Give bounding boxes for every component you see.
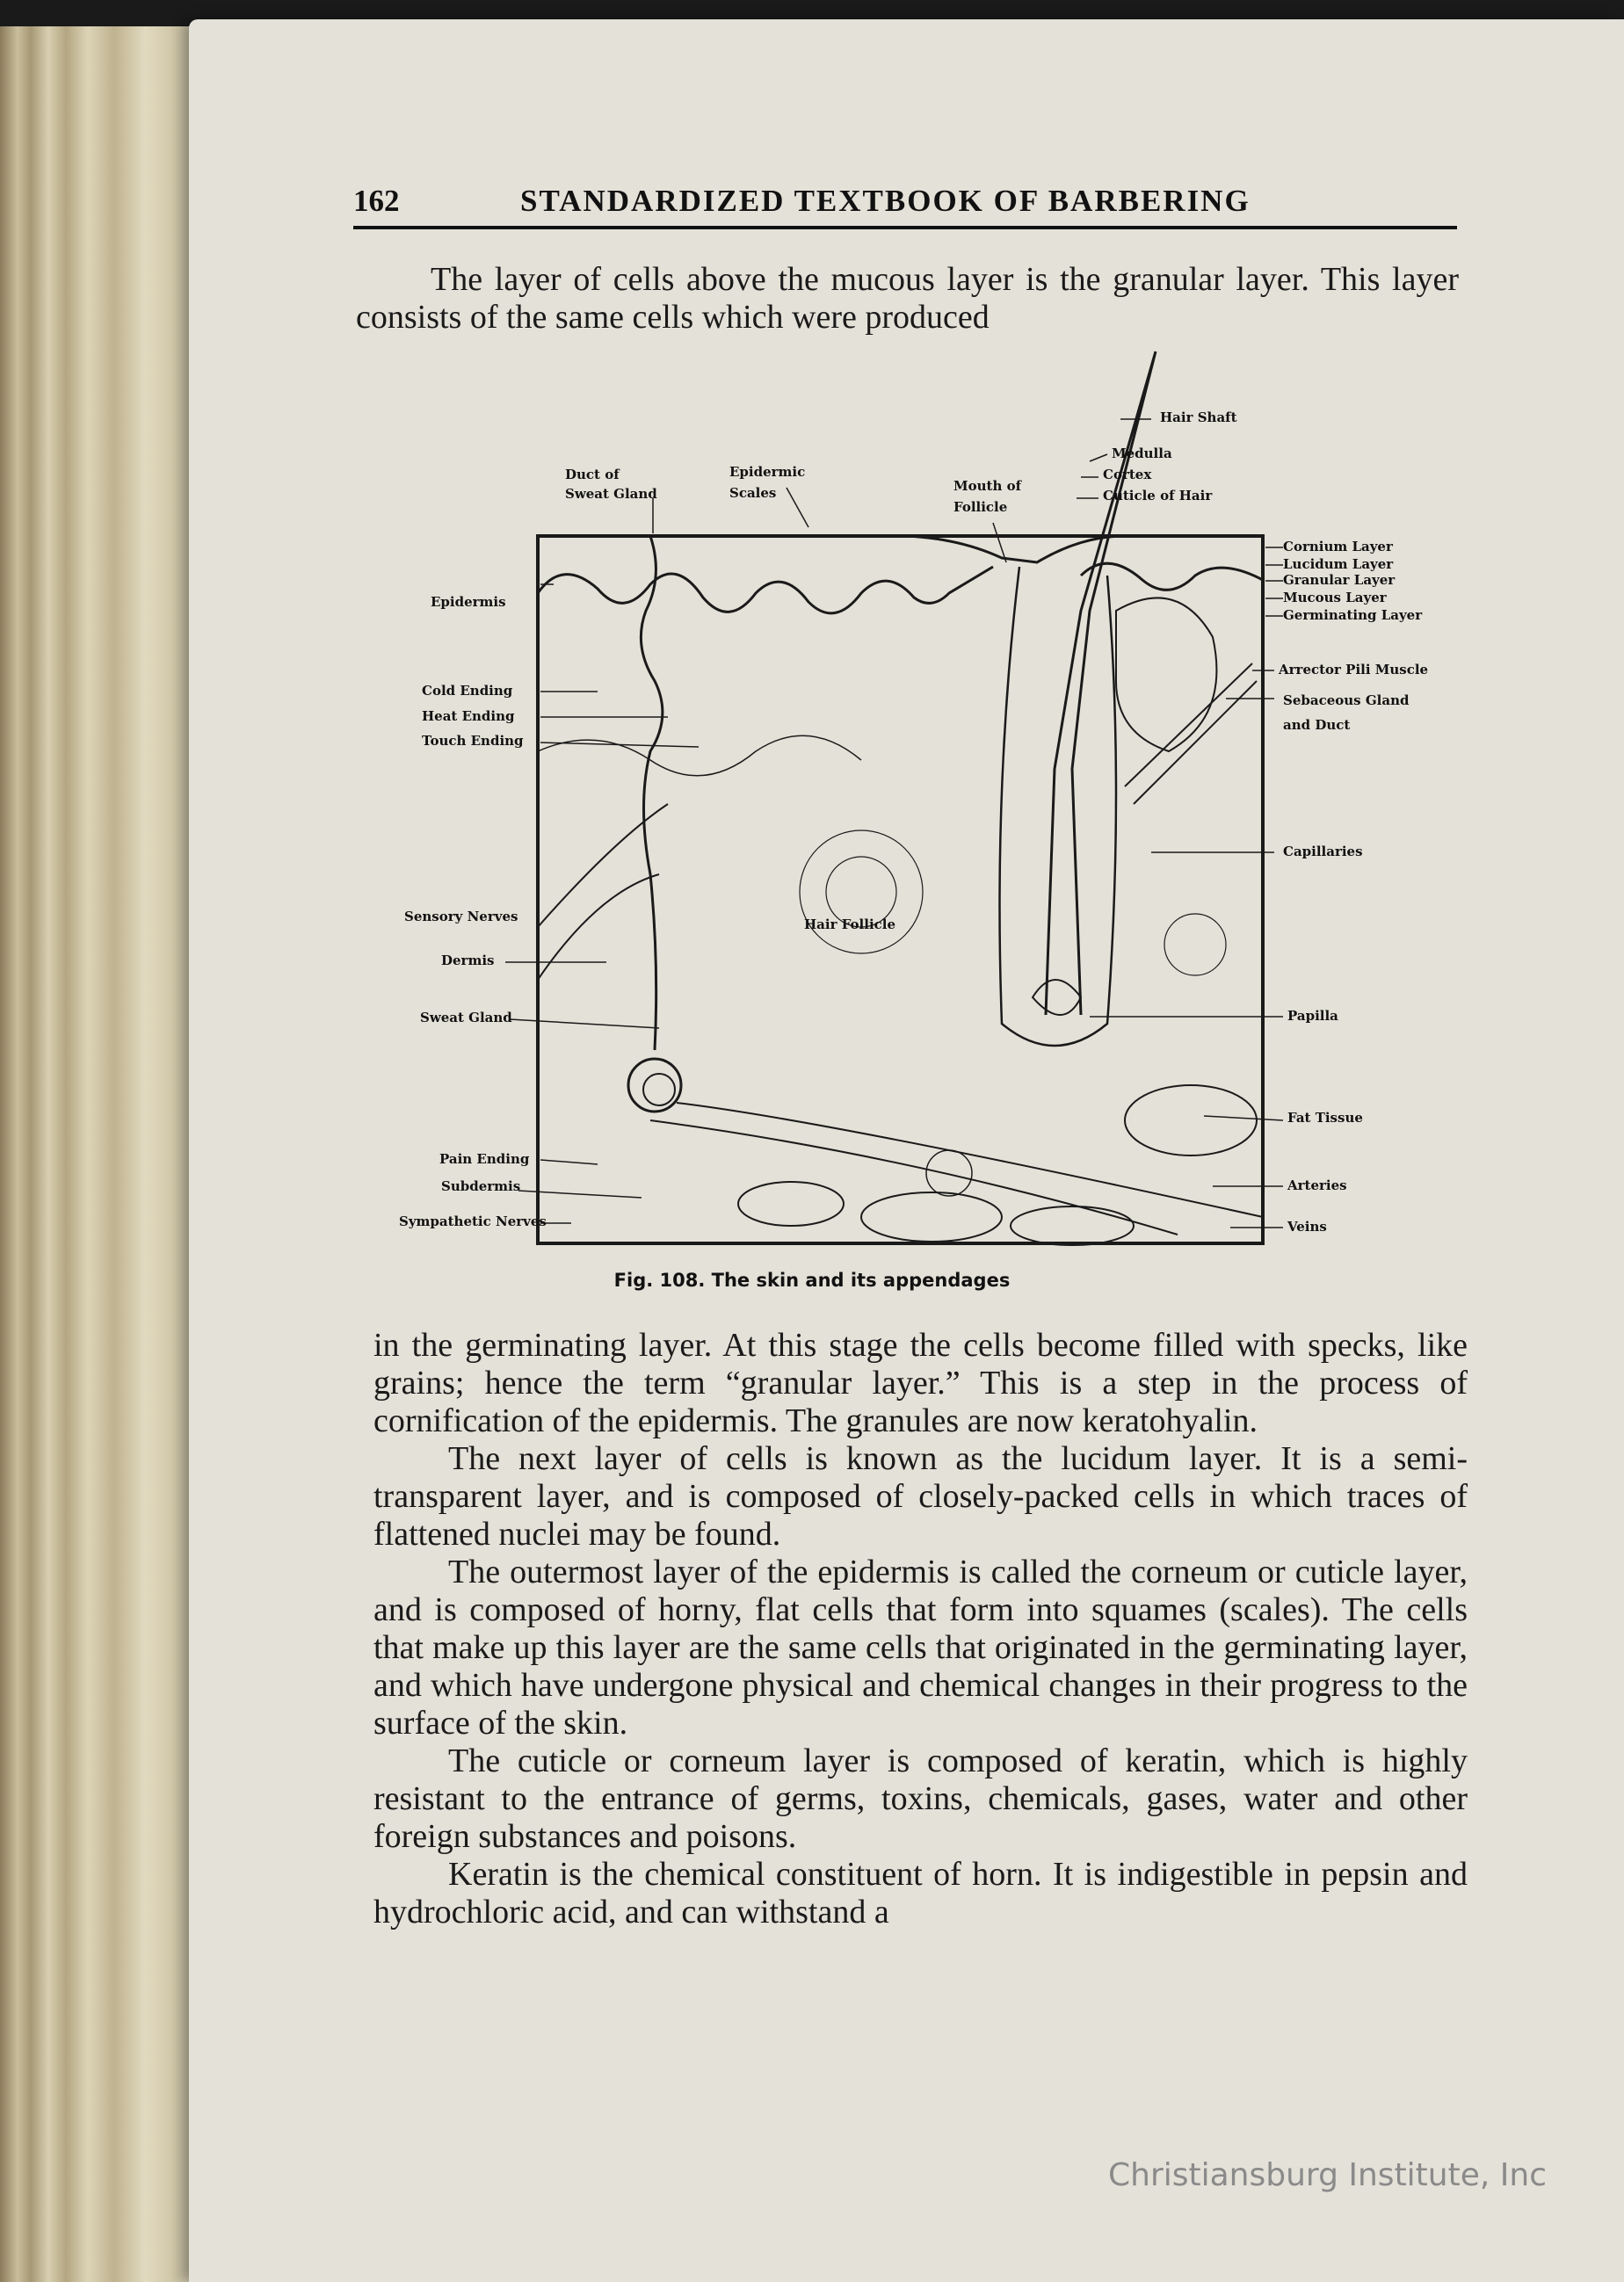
label-sebaceous-gland: Sebaceous Gland <box>1283 692 1410 708</box>
page-header <box>353 180 1457 229</box>
label-fat-tissue: Fat Tissue <box>1287 1110 1363 1126</box>
paragraph-4: The cuticle or corneum layer is composed of keratin, which is highly resistant to the entrance of germs, toxins, chemicals, gases, water and other foreign substances and poisons. <box>373 1742 1468 1855</box>
hair-papilla <box>1033 980 1081 1015</box>
hair-follicle <box>1000 567 1117 1046</box>
label-capillaries: Capillaries <box>1283 844 1363 859</box>
label-touch-ending: Touch Ending <box>422 733 524 749</box>
label-veins: Veins <box>1287 1219 1327 1235</box>
sweat-duct <box>641 536 663 1050</box>
label-pain-ending: Pain Ending <box>439 1151 530 1167</box>
label-epidermic: Epidermic <box>729 464 806 480</box>
label-medulla: Medulla <box>1112 446 1172 461</box>
label-sympathetic-nerves: Sympathetic Nerves <box>399 1213 547 1229</box>
label-sweat-gland-duct: Sweat Gland <box>565 486 657 502</box>
label-dermis: Dermis <box>441 953 495 968</box>
label-arrector-pili-muscle: Arrector Pili Muscle <box>1279 662 1429 677</box>
label-epidermis: Epidermis <box>431 594 506 610</box>
leader-lines <box>505 419 1283 1228</box>
label-sweat-gland: Sweat Gland <box>420 1010 512 1025</box>
label-granular-layer: Granular Layer <box>1283 572 1396 588</box>
label-mouth-of: Mouth of <box>953 478 1022 494</box>
intro-text <box>356 261 1459 337</box>
main-text <box>373 1327 1468 1931</box>
intro-paragraph: The layer of cells above the mucous layer is the granular layer. This layer consists of the same cells which were produced <box>356 261 1459 336</box>
label-and-duct: and Duct <box>1283 717 1351 733</box>
label-cuticle-of-hair: Cuticle of Hair <box>1103 488 1213 503</box>
paragraph-5: Keratin is the chemical constituent of horn. It is indigestible in pepsin and hydrochloric acid, and can withstand a <box>373 1856 1468 1931</box>
dermis-boundary <box>538 735 861 776</box>
epidermis-surface <box>538 536 1263 562</box>
label-arteries: Arteries <box>1287 1177 1347 1193</box>
paragraph-1: in the germinating layer. At this stage the cells become filled with specks, like grains; hence the term “granular layer.” This is a step in the process of cornification of the epidermis. The granules are now keratohyalin. <box>373 1327 1468 1439</box>
nerve-lines <box>538 804 1263 1235</box>
label-hair-shaft: Hair Shaft <box>1160 409 1237 425</box>
figure-caption: Fig. 108. The skin and its appendages <box>613 1270 1011 1291</box>
label-follicle: Follicle <box>953 499 1008 515</box>
label-cornium-layer: Cornium Layer <box>1283 539 1393 554</box>
label-sensory-nerves: Sensory Nerves <box>404 909 518 924</box>
label-lucidum-layer: Lucidum Layer <box>1283 556 1394 572</box>
book-page-stack <box>0 26 220 2282</box>
label-germinating-layer: Germinating Layer <box>1283 607 1423 623</box>
paragraph-2: The next layer of cells is known as the lucidum layer. It is a semi-transparent layer, and is composed of closely-packed cells in which traces of flattened nuclei may be found. <box>373 1440 1468 1553</box>
running-title: STANDARDIZED TEXTBOOK OF BARBERING <box>520 184 1251 218</box>
label-scales: Scales <box>729 485 777 501</box>
paragraph-3: The outermost layer of the epidermis is called the corneum or cuticle layer, and is composed of horny, flat cells that form into squames (scales). The cells that make up this layer are the same cells that originated in the germinating layer, and which have undergone physical and chemical changes in their progress to the surface of the skin. <box>373 1554 1468 1742</box>
skin-diagram <box>387 347 1441 1305</box>
sweat-gland-coil <box>628 1059 681 1112</box>
label-cold-ending: Cold Ending <box>422 683 513 699</box>
fat-lobule <box>1125 1085 1257 1155</box>
epidermis-wave <box>538 563 1263 613</box>
sebaceous-gland <box>1116 598 1216 751</box>
label-heat-ending: Heat Ending <box>422 708 515 724</box>
label-subdermis: Subdermis <box>441 1178 521 1194</box>
label-cortex: Cortex <box>1103 467 1152 482</box>
label-papilla: Papilla <box>1287 1008 1338 1024</box>
label-duct-of: Duct of <box>565 467 620 482</box>
page-number: 162 <box>353 184 400 218</box>
watermark: Christiansburg Institute, Inc <box>1107 2157 1547 2193</box>
diagram-frame <box>538 536 1263 1243</box>
label-hair-follicle: Hair Follicle <box>804 916 896 932</box>
label-mucous-layer: Mucous Layer <box>1283 590 1387 605</box>
